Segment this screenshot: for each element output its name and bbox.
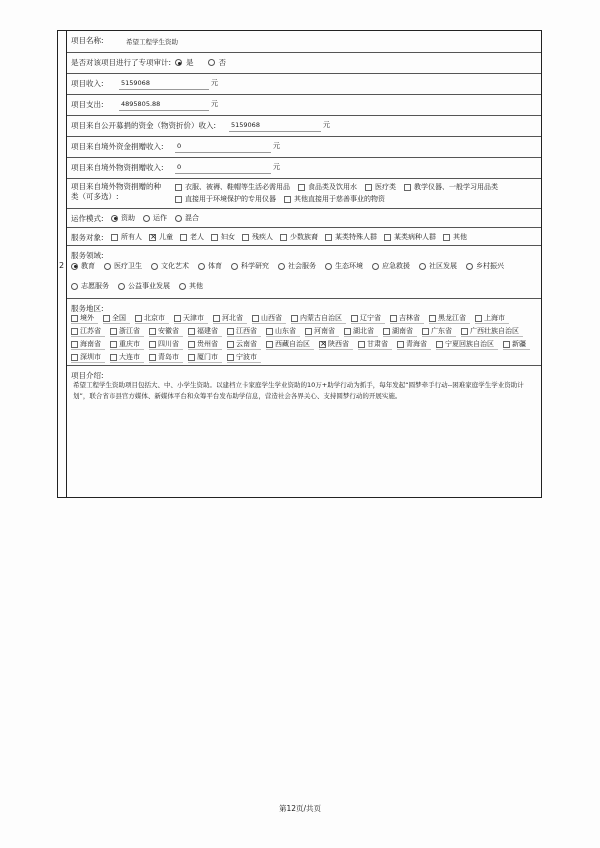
field-option[interactable] bbox=[71, 281, 109, 291]
region-options bbox=[71, 313, 541, 363]
field-option-label: 乡村振兴 bbox=[476, 262, 504, 270]
inkind-label-line1: 项目来自境外物资捐赠的种 bbox=[71, 182, 161, 191]
target-checkbox[interactable] bbox=[384, 234, 391, 241]
region-option[interactable] bbox=[305, 326, 339, 337]
target-option-label: 某类特殊人群 bbox=[335, 233, 377, 241]
mode-option[interactable] bbox=[175, 213, 199, 223]
field-option-label: 科学研究 bbox=[241, 262, 269, 270]
region-checkbox[interactable] bbox=[436, 341, 443, 348]
region-option-label: 辽宁省 bbox=[360, 314, 381, 322]
field-option-label: 生态环境 bbox=[335, 262, 363, 270]
region-checkbox[interactable] bbox=[71, 354, 78, 361]
region-option-label: 宁波市 bbox=[236, 353, 257, 361]
region-checkbox[interactable] bbox=[358, 341, 365, 348]
region-checkbox[interactable] bbox=[135, 315, 142, 322]
mode-radio[interactable] bbox=[111, 215, 118, 222]
region-option[interactable] bbox=[213, 313, 247, 324]
expense-label: 项目支出: bbox=[71, 100, 104, 109]
inkind-option-label: 医疗类 bbox=[375, 183, 396, 191]
region-checkbox[interactable] bbox=[188, 341, 195, 348]
audit-no-label: 否 bbox=[218, 58, 226, 67]
public-fund-row bbox=[67, 116, 541, 137]
region-option[interactable] bbox=[149, 339, 183, 350]
field-row bbox=[67, 246, 541, 299]
field-option[interactable] bbox=[372, 261, 410, 271]
region-option[interactable] bbox=[135, 313, 169, 324]
inkind-option[interactable] bbox=[298, 182, 357, 192]
region-option[interactable] bbox=[174, 313, 208, 324]
field-option[interactable] bbox=[118, 281, 170, 291]
region-option-label: 吉林省 bbox=[399, 314, 420, 322]
inkind-checkbox[interactable] bbox=[365, 184, 372, 191]
region-option[interactable] bbox=[71, 352, 105, 363]
mode-label: 运作模式: bbox=[71, 214, 104, 223]
region-option-label: 境外 bbox=[80, 314, 94, 322]
region-option-label: 江苏省 bbox=[80, 327, 101, 335]
inkind-checkbox[interactable] bbox=[284, 196, 291, 203]
field-option[interactable] bbox=[278, 261, 316, 271]
target-checkbox[interactable] bbox=[180, 234, 187, 241]
region-option-label: 山东省 bbox=[275, 327, 296, 335]
region-checkbox[interactable] bbox=[319, 341, 326, 348]
target-option[interactable] bbox=[280, 232, 318, 242]
inkind-checkbox[interactable] bbox=[298, 184, 305, 191]
inkind-option-label: 衣服、被褥、鞋帽等生活必需用品 bbox=[185, 183, 290, 191]
field-option[interactable] bbox=[104, 261, 142, 271]
region-option-label: 贵州省 bbox=[197, 340, 218, 348]
region-option-label: 福建省 bbox=[197, 327, 218, 335]
foreign-goods-unit: 元 bbox=[273, 163, 280, 171]
expense-row bbox=[67, 95, 541, 116]
target-option-label: 儿童 bbox=[159, 233, 173, 241]
audit-yes-label: 是 bbox=[186, 58, 194, 67]
region-option[interactable] bbox=[103, 313, 130, 324]
field-option[interactable] bbox=[231, 261, 269, 271]
region-option[interactable] bbox=[344, 326, 378, 337]
field-radio[interactable] bbox=[231, 263, 238, 270]
inkind-option-label: 教学仪器、一般学习用品类 bbox=[414, 183, 498, 191]
project-name-label: 项目名称: bbox=[71, 36, 104, 45]
inkind-options bbox=[175, 182, 545, 204]
region-option[interactable] bbox=[429, 313, 470, 324]
field-radio[interactable] bbox=[419, 263, 426, 270]
region-checkbox[interactable] bbox=[461, 328, 468, 335]
target-checkbox[interactable] bbox=[111, 234, 118, 241]
region-option-label: 重庆市 bbox=[119, 340, 140, 348]
region-checkbox[interactable] bbox=[227, 354, 234, 361]
region-option[interactable] bbox=[383, 326, 417, 337]
audit-yes-radio[interactable] bbox=[175, 59, 182, 66]
region-option-label: 新疆 bbox=[512, 340, 526, 348]
region-option[interactable] bbox=[110, 339, 144, 350]
region-option[interactable] bbox=[188, 352, 222, 363]
region-checkbox[interactable] bbox=[291, 315, 298, 322]
expense-unit: 元 bbox=[211, 100, 218, 108]
region-option-label: 广西壮族自治区 bbox=[470, 327, 519, 335]
target-label: 服务对象: bbox=[71, 233, 104, 242]
region-option-label: 四川省 bbox=[158, 340, 179, 348]
field-option[interactable] bbox=[151, 261, 189, 271]
public-fund-unit: 元 bbox=[323, 121, 330, 129]
intro-text: 希望工程学生资助项目包括大、中、小学生资助。以建档立卡家庭学生学业资助的10万+助学行动为抓手，每年发起“圆梦牵手行动--困难家庭学生学业资助计划”，联合省市县官方媒体、新媒体平台和众筹平台发布助学信息，营造社会各界关心、支持圆梦行动的开展实施。 bbox=[73, 381, 524, 400]
project-content bbox=[67, 31, 541, 497]
target-option[interactable] bbox=[242, 232, 273, 242]
field-radio[interactable] bbox=[179, 283, 186, 290]
mode-option-label: 资助 bbox=[121, 214, 135, 222]
region-checkbox[interactable] bbox=[397, 341, 404, 348]
region-option-label: 青海省 bbox=[406, 340, 427, 348]
public-fund-field[interactable]: 5159068 bbox=[229, 120, 321, 132]
region-option[interactable] bbox=[266, 326, 300, 337]
field-option-label: 志愿服务 bbox=[81, 282, 109, 290]
target-option-label: 其他 bbox=[453, 233, 467, 241]
region-option-label: 山西省 bbox=[261, 314, 282, 322]
mode-option[interactable] bbox=[111, 213, 135, 223]
region-checkbox[interactable] bbox=[174, 315, 181, 322]
region-option[interactable] bbox=[110, 326, 144, 337]
inkind-option[interactable] bbox=[404, 182, 498, 192]
foreign-goods-label: 项目来自境外物资捐赠收入: bbox=[71, 163, 164, 172]
field-option[interactable] bbox=[71, 261, 95, 271]
target-option[interactable] bbox=[384, 232, 436, 242]
region-option-label: 陕西省 bbox=[328, 340, 349, 348]
region-option-label: 青岛市 bbox=[158, 353, 179, 361]
audit-label: 是否对该项目进行了专项审计: bbox=[71, 58, 172, 67]
region-checkbox[interactable] bbox=[149, 341, 156, 348]
region-option-label: 江西省 bbox=[236, 327, 257, 335]
region-option[interactable] bbox=[71, 326, 105, 337]
region-checkbox[interactable] bbox=[227, 341, 234, 348]
target-option[interactable] bbox=[111, 232, 142, 242]
audit-row bbox=[67, 53, 541, 74]
region-option[interactable] bbox=[436, 339, 498, 350]
region-checkbox[interactable] bbox=[429, 315, 436, 322]
region-checkbox[interactable] bbox=[305, 328, 312, 335]
target-checkbox[interactable] bbox=[443, 234, 450, 241]
region-option-label: 天津市 bbox=[183, 314, 204, 322]
region-checkbox[interactable] bbox=[266, 328, 273, 335]
region-option-label: 深圳市 bbox=[80, 353, 101, 361]
region-checkbox[interactable] bbox=[227, 328, 234, 335]
region-checkbox[interactable] bbox=[71, 341, 78, 348]
region-checkbox[interactable] bbox=[71, 315, 78, 322]
target-option-label: 所有人 bbox=[121, 233, 142, 241]
region-label: 服务地区: bbox=[71, 304, 104, 313]
region-checkbox[interactable] bbox=[422, 328, 429, 335]
field-radio[interactable] bbox=[278, 263, 285, 270]
region-option-label: 厦门市 bbox=[197, 353, 218, 361]
field-option-label: 应急救援 bbox=[382, 262, 410, 270]
field-radio[interactable] bbox=[104, 263, 111, 270]
field-option-label: 其他 bbox=[189, 282, 203, 290]
target-checkbox[interactable] bbox=[149, 234, 156, 241]
inkind-type-row bbox=[67, 179, 541, 209]
inkind-option[interactable] bbox=[175, 182, 290, 192]
field-radio[interactable] bbox=[466, 263, 473, 270]
audit-no-radio[interactable] bbox=[208, 59, 215, 66]
region-option-label: 西藏自治区 bbox=[275, 340, 310, 348]
mode-radio[interactable] bbox=[175, 215, 182, 222]
region-checkbox[interactable] bbox=[213, 315, 220, 322]
field-option-label: 文化艺术 bbox=[161, 262, 189, 270]
region-checkbox[interactable] bbox=[110, 341, 117, 348]
inkind-option[interactable] bbox=[175, 194, 276, 204]
region-checkbox[interactable] bbox=[266, 341, 273, 348]
public-fund-label: 项目来自公开募捐的资金（物资折价）收入: bbox=[71, 121, 217, 130]
region-option-label: 黑龙江省 bbox=[438, 314, 466, 322]
inkind-option-label: 其他直接用于慈善事业的物资 bbox=[294, 195, 385, 203]
region-option[interactable] bbox=[266, 339, 314, 350]
region-row bbox=[67, 299, 541, 366]
region-option[interactable] bbox=[291, 313, 346, 324]
region-option[interactable] bbox=[188, 326, 222, 337]
region-option[interactable] bbox=[110, 352, 144, 363]
region-checkbox[interactable] bbox=[188, 328, 195, 335]
income-label: 项目收入: bbox=[71, 79, 104, 88]
row-index: 2 bbox=[59, 261, 65, 270]
target-option[interactable] bbox=[211, 232, 235, 242]
region-option-label: 广东省 bbox=[431, 327, 452, 335]
inkind-checkbox[interactable] bbox=[175, 184, 182, 191]
field-option[interactable] bbox=[466, 261, 504, 271]
region-checkbox[interactable] bbox=[475, 315, 482, 322]
target-option[interactable] bbox=[443, 232, 467, 242]
inkind-option[interactable] bbox=[284, 194, 385, 204]
intro-label: 项目介绍: bbox=[71, 371, 104, 380]
foreign-goods-field[interactable]: 0 bbox=[175, 162, 271, 174]
region-option-label: 北京市 bbox=[144, 314, 165, 322]
mode-radio[interactable] bbox=[143, 215, 150, 222]
target-checkbox[interactable] bbox=[325, 234, 332, 241]
region-option[interactable] bbox=[71, 313, 98, 324]
inkind-checkbox[interactable] bbox=[404, 184, 411, 191]
region-option[interactable] bbox=[71, 339, 105, 350]
mode-row bbox=[67, 209, 541, 228]
region-option[interactable] bbox=[351, 313, 385, 324]
mode-option-label: 运作 bbox=[153, 214, 167, 222]
income-row bbox=[67, 74, 541, 95]
region-checkbox[interactable] bbox=[103, 315, 110, 322]
foreign-goods-row bbox=[67, 158, 541, 179]
region-option-label: 大连市 bbox=[119, 353, 140, 361]
inkind-type-label bbox=[71, 182, 161, 202]
income-unit: 元 bbox=[211, 79, 218, 87]
region-option-label: 安徽省 bbox=[158, 327, 179, 335]
region-option[interactable] bbox=[503, 339, 530, 350]
region-option-label: 甘肃省 bbox=[367, 340, 388, 348]
target-checkbox[interactable] bbox=[242, 234, 249, 241]
region-option-label: 宁夏回族自治区 bbox=[445, 340, 494, 348]
region-option[interactable] bbox=[149, 352, 183, 363]
region-checkbox[interactable] bbox=[110, 354, 117, 361]
region-option-label: 浙江省 bbox=[119, 327, 140, 335]
target-checkbox[interactable] bbox=[211, 234, 218, 241]
field-radio[interactable] bbox=[198, 263, 205, 270]
region-checkbox[interactable] bbox=[390, 315, 397, 322]
mode-option[interactable] bbox=[143, 213, 167, 223]
field-option-label: 社区发展 bbox=[429, 262, 457, 270]
region-option-label: 河南省 bbox=[314, 327, 335, 335]
region-option-label: 湖南省 bbox=[392, 327, 413, 335]
field-radio[interactable] bbox=[71, 283, 78, 290]
region-option-label: 内蒙古自治区 bbox=[300, 314, 342, 322]
target-option-label: 残疾人 bbox=[252, 233, 273, 241]
inkind-option-label: 食品类及饮用水 bbox=[308, 183, 357, 191]
income-field[interactable]: 5159068 bbox=[119, 78, 209, 90]
region-option-label: 上海市 bbox=[484, 314, 505, 322]
field-option[interactable] bbox=[419, 261, 457, 271]
region-option[interactable] bbox=[188, 339, 222, 350]
field-radio[interactable] bbox=[71, 263, 78, 270]
field-option[interactable] bbox=[198, 261, 222, 271]
region-option[interactable] bbox=[358, 339, 392, 350]
region-checkbox[interactable] bbox=[351, 315, 358, 322]
target-option[interactable] bbox=[325, 232, 377, 242]
region-checkbox[interactable] bbox=[252, 315, 259, 322]
field-option-label: 医疗卫生 bbox=[114, 262, 142, 270]
target-option-label: 少数族裔 bbox=[290, 233, 318, 241]
project-name-row bbox=[67, 31, 541, 53]
region-checkbox[interactable] bbox=[149, 354, 156, 361]
region-checkbox[interactable] bbox=[503, 341, 510, 348]
region-option[interactable] bbox=[149, 326, 183, 337]
intro-row bbox=[67, 366, 541, 486]
region-option[interactable] bbox=[227, 339, 261, 350]
region-option[interactable] bbox=[475, 313, 509, 324]
region-option-label: 云南省 bbox=[236, 340, 257, 348]
target-option-label: 妇女 bbox=[221, 233, 235, 241]
field-options bbox=[71, 261, 541, 291]
field-label: 服务领域: bbox=[71, 251, 104, 260]
region-checkbox[interactable] bbox=[383, 328, 390, 335]
target-checkbox[interactable] bbox=[280, 234, 287, 241]
field-option-label: 公益事业发展 bbox=[128, 282, 170, 290]
foreign-cash-row bbox=[67, 137, 541, 158]
mode-options bbox=[111, 213, 199, 223]
field-radio[interactable] bbox=[118, 283, 125, 290]
target-option[interactable] bbox=[149, 232, 173, 242]
region-option-label: 全国 bbox=[112, 314, 126, 322]
inkind-option[interactable] bbox=[365, 182, 396, 192]
field-radio[interactable] bbox=[372, 263, 379, 270]
region-option[interactable] bbox=[227, 352, 261, 363]
project-table bbox=[57, 30, 542, 498]
target-row bbox=[67, 228, 541, 246]
audit-options bbox=[175, 57, 226, 68]
project-name-value: 希望工程学生资助 bbox=[126, 38, 178, 46]
field-option[interactable] bbox=[325, 261, 363, 271]
field-option[interactable] bbox=[179, 281, 203, 291]
target-options bbox=[111, 232, 467, 242]
region-checkbox[interactable] bbox=[188, 354, 195, 361]
inkind-label-line2: 类（可多选）: bbox=[71, 192, 119, 201]
field-option-label: 社会服务 bbox=[288, 262, 316, 270]
page-footer: 第12页/共页 bbox=[278, 804, 322, 813]
foreign-cash-unit: 元 bbox=[273, 142, 280, 150]
field-option-label: 体育 bbox=[208, 262, 222, 270]
region-checkbox[interactable] bbox=[110, 328, 117, 335]
region-option[interactable] bbox=[461, 326, 523, 337]
region-option[interactable] bbox=[227, 326, 261, 337]
foreign-cash-label: 项目来自境外资金捐赠收入: bbox=[71, 142, 164, 151]
region-checkbox[interactable] bbox=[71, 328, 78, 335]
region-option[interactable] bbox=[397, 339, 431, 350]
region-option-label: 海南省 bbox=[80, 340, 101, 348]
expense-field[interactable]: 4895805.88 bbox=[119, 99, 209, 111]
region-option[interactable] bbox=[319, 339, 353, 350]
inkind-option-label: 直接用于环境保护的专用仪器 bbox=[185, 195, 276, 203]
region-option[interactable] bbox=[390, 313, 424, 324]
region-checkbox[interactable] bbox=[344, 328, 351, 335]
region-option[interactable] bbox=[422, 326, 456, 337]
field-option-label: 教育 bbox=[81, 262, 95, 270]
mode-option-label: 混合 bbox=[185, 214, 199, 222]
region-option[interactable] bbox=[252, 313, 286, 324]
foreign-cash-field[interactable]: 0 bbox=[175, 141, 271, 153]
region-option-label: 湖北省 bbox=[353, 327, 374, 335]
region-checkbox[interactable] bbox=[149, 328, 156, 335]
row-index-column bbox=[58, 31, 67, 497]
target-option-label: 某类病种人群 bbox=[394, 233, 436, 241]
field-radio[interactable] bbox=[325, 263, 332, 270]
target-option[interactable] bbox=[180, 232, 204, 242]
region-option-label: 河北省 bbox=[222, 314, 243, 322]
target-option-label: 老人 bbox=[190, 233, 204, 241]
inkind-checkbox[interactable] bbox=[175, 196, 182, 203]
field-radio[interactable] bbox=[151, 263, 158, 270]
